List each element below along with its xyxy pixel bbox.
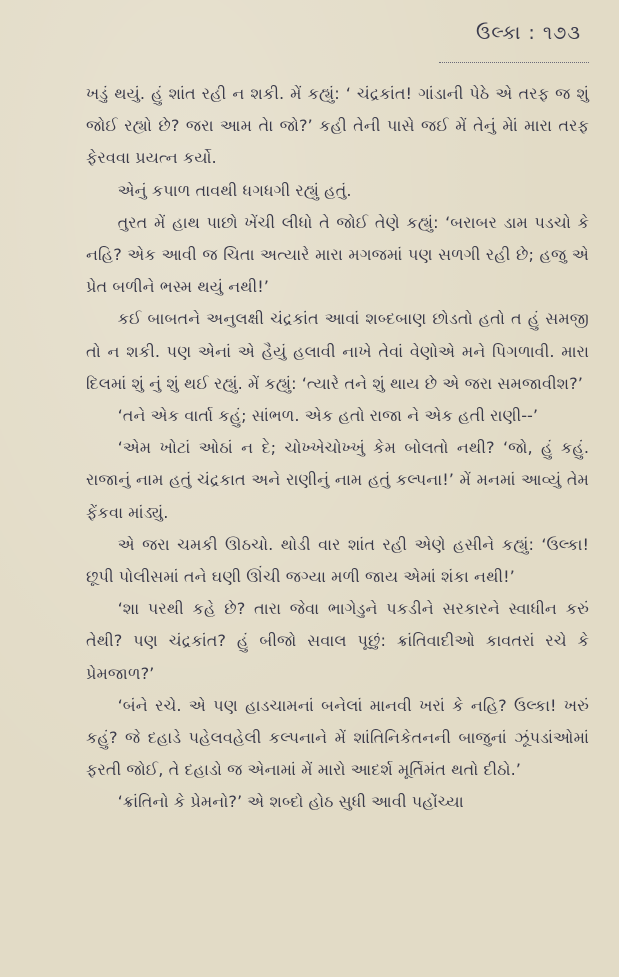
- paragraph: ‘બંને રચે. એ પણ હાડચામનાં બનેલાં માનવી ખરાં કે નહિ? ઉલ્કા! ખરું કહું? જે દહાડે પહેલવહેલી કલ્પનાને મેં શાંતિનિકેતનની બાજુનાં ઝૂંપડાંઓમાં ફરતી જોઈ, તે દહાડો જ એનામાં મેં મારો આદર્શ મૂર્તિમંત થતો દીઠો.’: [86, 695, 589, 780]
- paragraph: ‘ક્રાંતિનો કે પ્રેમનો?’ એ શબ્દો હોઠ સુધી આવી પહોંચ્યા: [117, 792, 464, 812]
- paragraph: એ જરા ચમકી ઊઠચો. થોડી વાર શાંત રહી એણે હસીને કહ્યું: ‘ઉલ્કા! છૂપી પોલીસમાં તને ઘણી ઊંચી જગ્યા મળી જાય એમાં શંકા નથી!’: [86, 534, 589, 587]
- paragraph: એનું કપાળ તાવથી ધગધગી રહ્યું હતું.: [117, 180, 352, 200]
- header-rule: [439, 56, 589, 63]
- paragraph: તુરત મેં હાથ પાછો ખેંચી લીધો તે જોઈ તેણે કહ્યું: ‘બરાબર ડામ પડચો કે નહિ? એક આવી જ ચિતા અત્યારે મારા મગજમાં પણ સળગી રહી છે; હજુ એ પ્રેત બળીને ભસ્મ થયું નથી!’: [86, 212, 589, 297]
- running-head: ઉલ્કા : ૧૭૩: [476, 22, 581, 44]
- paragraph: ‘શા પરથી કહે છે? તારા જેવા ભાગેડુને પકડીને સરકારને સ્વાધીન કરું તેથી? પણ ચંદ્રકાંત? હું બીજો સવાલ પૂછું: ક્રાંતિવાદીઓ કાવતરાં રચે કે પ્રેમજાળ?’: [86, 599, 589, 683]
- paragraph: ‘એમ ખોટાં ઓઠાં ન દે; ચોખ્ખેચોખ્ખું કેમ બોલતો નથી? ‘જો, હું કહું. રાજાનું નામ હતું ચંદ્રકાત અને રાણીનું નામ હતું કલ્પના!’ મેં મનમાં આવ્યું તેમ ફેંકવા માંડ્યું.: [86, 438, 589, 522]
- paragraph: કઈ બાબતને અનુલક્ષી ચંદ્રકાંત આવાં શબ્દબાણ છોડતો હતો ત હું સમજી તો ન શકી. પણ એનાં એ હૈયું હલાવી નાખે તેવાં વેણોએ મને પિગળાવી. મારા દિલમાં શું નું શું થઈ રહ્યું. મેં કહ્યું: ‘ત્યારે તને શું થાય છે એ જરા સમજાવીશ?’: [86, 309, 589, 393]
- paragraph: ‘તને એક વાર્તા કહું; સાંભળ. એક હતો રાજા ને એક હતી રાણી--’: [117, 406, 539, 426]
- paragraph: ખડું થયું. હું શાંત રહી ન શકી. મેં કહ્યું: ‘ ચંદ્રકાંત! ગાંડાની પેઠે એ તરફ જ શું જોઈ રહ્યો છે? જરા આમ તેા જો?’ કહી તેની પાસે જઈ મેં તેનું મેાં મારા તરફ ફેરવવા પ્રયત્ન કર્યો.: [86, 84, 589, 168]
- body-text: [86, 78, 589, 819]
